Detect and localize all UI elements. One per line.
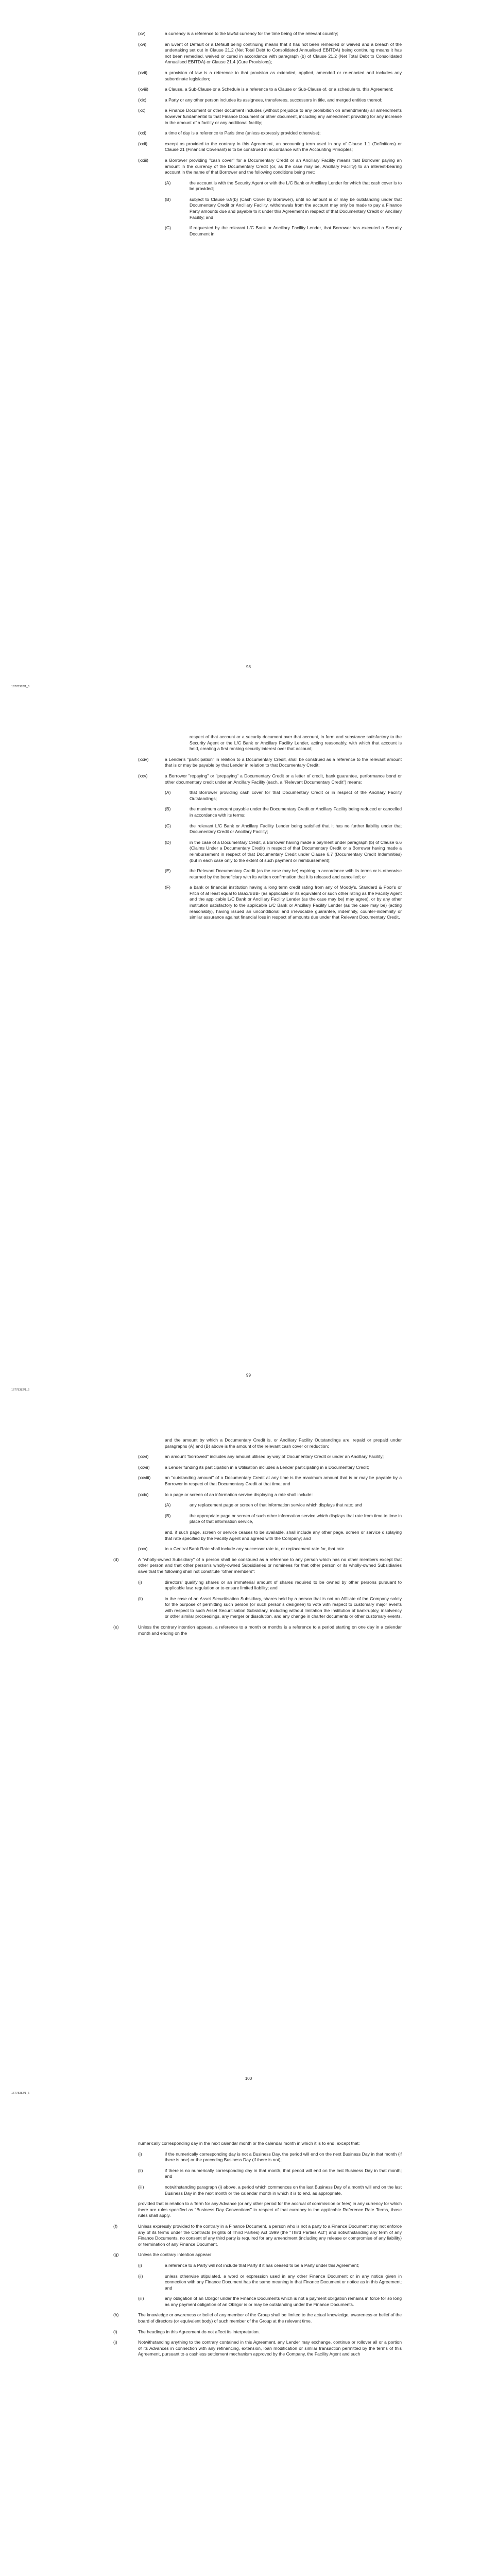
clause-item bbox=[113, 70, 402, 82]
document-page bbox=[0, 1406, 497, 2110]
clause-label: (iii) bbox=[138, 2184, 144, 2190]
clause-text: Notwithstanding anything to the contrary contained in this Agreement, any Lender may exchange, continue or rollover all or a portion of its Advances in connection with any refinancing, extension, loan modification or similar transaction permitted by the terms of this Agreement, pursuant to a cashless settlement mechanism approved by the Company, the Facility Agent and such bbox=[138, 2340, 402, 2357]
clause-label: (xxiii) bbox=[138, 157, 149, 163]
clause-label: (C) bbox=[165, 823, 171, 828]
clause-label: (xxx) bbox=[138, 1546, 148, 1552]
page-number: 98 bbox=[246, 665, 251, 669]
clause-item bbox=[113, 757, 402, 769]
page-body bbox=[113, 2141, 402, 2362]
clause-item bbox=[113, 2224, 402, 2247]
clause-item bbox=[113, 108, 402, 126]
clause-item bbox=[113, 1546, 402, 1552]
clause-text: a Lender funding its participation in a Utilisation includes a Lender participating in a Documentary Credit; bbox=[165, 1464, 369, 1470]
clause-text: numerically corresponding day in the next calendar month or the calendar month in which it is to end, except that: bbox=[138, 2141, 360, 2146]
clause-item bbox=[113, 2274, 402, 2292]
clause-label: (xv) bbox=[138, 31, 146, 36]
clause-item bbox=[113, 806, 402, 818]
clause-item bbox=[113, 158, 402, 176]
clause-text: Unless the contrary intention appears, a reference to a month or months is a reference to a period starting on one day in a calendar month and ending on the bbox=[138, 1624, 402, 1636]
document-page bbox=[0, 0, 497, 703]
clause-text: Unless expressly provided to the contrary in a Finance Document, a person who is not a party to a Finance Document may not enforce any of its terms under the Contracts (Rights of Third Parties) Act 1999 (the "Third Parties Act") and notwithstanding any term of any Finance Documents, no consent of any third party is required for any amendment (including any release or compromise of any liability) or termination of any Finance Document. bbox=[138, 2223, 402, 2247]
clause-label: (i) bbox=[138, 2262, 142, 2268]
clause-text: a bank or financial institution having a long term credit rating from any of Moody's, Standard & Poor's or Fitch of at least equal to Baa3/BBB- (as applicable or its equivalent or such other rating as the Facility Agent and the applicable L/C Bank or Ancillary Facility Lender (as the case may be) may agree), or by any other institution satisfactory to the applicable L/C Bank or Ancillary Facility Lender (as the case may be) (acting reasonably), having issued an unconditional and irrevocable guarantee, indemnity, counter-indemnity or similar assurance against financial loss in respect of amounts due under that Relevant Documentary Credit, bbox=[190, 885, 402, 920]
clause-text: a Borrower providing "cash cover" for a Documentary Credit or an Ancillary Facility means that Borrower paying an amount in the currency of the Documentary Credit (or, as the case may be, Ancillary Facility) to an interest-bearing account in the name of that Borrower and the following conditions being met: bbox=[165, 157, 402, 175]
clause-text: any replacement page or screen of that information service which displays that rate; and bbox=[190, 1502, 362, 1508]
clause-item bbox=[113, 130, 402, 137]
clause-item bbox=[113, 2151, 402, 2163]
clause-item bbox=[113, 1596, 402, 1620]
clause-text: to a Central Bank Rate shall include any successor rate to, or replacement rate for, that rate. bbox=[165, 1546, 346, 1552]
clause-label: (d) bbox=[113, 1556, 119, 1562]
clause-text: if the numerically corresponding day is not a Business Day, the period will end on the next Business Day in that month (if there is one) or the preceding Business Day (if there is not); bbox=[165, 2151, 402, 2163]
page-body bbox=[113, 1437, 402, 1641]
document-page bbox=[0, 2110, 497, 2576]
document-page bbox=[0, 703, 497, 1406]
clause-label: (A) bbox=[165, 790, 171, 795]
clause-text: The knowledge or awareness or belief of any member of the Group shall be limited to the actual knowledge, awareness or belief of the board of directors (or equivalent body) of such member of the Group at the relevant time. bbox=[138, 2312, 402, 2324]
clause-label: (xxvii) bbox=[138, 1464, 150, 1470]
clause-item bbox=[113, 1530, 402, 1541]
clause-label: (ii) bbox=[138, 2167, 143, 2173]
clause-text: unless otherwise stipulated, a word or expression used in any other Finance Document or in any notice given in connection with any Finance Document has the same meaning in that Finance Document or notice as in this Agreement; and bbox=[165, 2273, 402, 2291]
clause-text: in the case of a Documentary Credit, a Borrower having made a payment under paragraph (b) of Clause 6.6 (Claims Under a Documentary Credit) in respect of that Documentary Credit or a Borrower having made a reimbursement in respect of that Documentary Credit under Clause 6.7 (Documentary Credit Indemnities) (but in each case only to the extent of such payment or reimbursement); bbox=[190, 839, 402, 863]
document-reference: 16778382/1_6 bbox=[11, 2092, 30, 2095]
clause-item bbox=[113, 885, 402, 921]
clause-text: an amount "borrowed" includes any amount utilised by way of Documentary Credit or under an Ancillary Facility; bbox=[165, 1454, 384, 1460]
clause-text: a Borrower "repaying" or "prepaying" a Documentary Credit or a letter of credit, bank guarantee, performance bond or other documentary credit under an Ancillary Facility (each, a "Relevant Documentary Credit") means: bbox=[165, 773, 402, 785]
clause-text: a Finance Document or other document includes (without prejudice to any prohibition on amendments) all amendments however fundamental to that Finance Document or other document, including any amendment providing for any increase in the amount of a facility or any additional facility; bbox=[165, 108, 402, 125]
clause-text: an "outstanding amount" of a Documentary Credit at any time is the maximum amount that is or may be payable by a Borrower in respect of that Documentary Credit at that time; and bbox=[165, 1475, 402, 1486]
clause-label: (A) bbox=[165, 180, 171, 185]
clause-label: (j) bbox=[113, 2340, 117, 2345]
clause-text: directors' qualifying shares or an immaterial amount of shares required to be owned by other persons pursuant to applicable law, regulation or to ensure limited liability; and bbox=[165, 1579, 402, 1591]
clause-label: (xviii) bbox=[138, 87, 149, 92]
clause-item bbox=[113, 1492, 402, 1498]
clause-text: in the case of an Asset Securitisation Subsidiary, shares held by a person that is not an Affiliate of the Company solely for the purpose of permitting such person (or such person's designee) to vote with respect to customary major events with respect to such Asset Securitisation Subsidiary, including without limitation the institution of bankruptcy, insolvency or other similar proceedings, any merger or dissolution, and any change in charter documents or other customary events. bbox=[165, 1596, 402, 1619]
clause-text: to a page or screen of an information service displaying a rate shall include: bbox=[165, 1492, 313, 1497]
clause-label: (xxiv) bbox=[138, 756, 149, 762]
clause-text: the Relevant Documentary Credit (as the case may be) expiring in accordance with its terms or is otherwise returned by the beneficiary with its written confirmation that it is released and cancelled; or bbox=[190, 868, 402, 879]
clause-text: Unless the contrary intention appears: bbox=[138, 2252, 213, 2258]
clause-text: and the amount by which a Documentary Credit is, or Ancillary Facility Outstandings are, repaid or prepaid under paragraphs (A) and (B) above is the amount of the relevant cash cover or reduction; bbox=[165, 1437, 402, 1449]
clause-item bbox=[113, 1557, 402, 1575]
clause-item bbox=[113, 1437, 402, 1449]
clause-item bbox=[113, 2340, 402, 2358]
clause-item bbox=[113, 2201, 402, 2219]
clause-text: a provision of law is a reference to that provision as extended, applied, amended or re-enacted and includes any subordinate legislation; bbox=[165, 70, 402, 81]
clause-item bbox=[113, 197, 402, 221]
page-number: 99 bbox=[246, 1373, 251, 1378]
clause-item bbox=[113, 2329, 402, 2335]
page-number: 100 bbox=[245, 2076, 252, 2081]
clause-text: that Borrower providing cash cover for that Documentary Credit or in respect of the Ancillary Facility Outstandings; bbox=[190, 790, 402, 801]
clause-label: (F) bbox=[165, 885, 170, 890]
clause-label: (xxii) bbox=[138, 141, 148, 146]
clause-label: (xxi) bbox=[138, 130, 147, 136]
clause-text: if there is no numerically corresponding day in that month, that period will end on the last Business Day in that month; and bbox=[165, 2167, 402, 2179]
clause-label: (B) bbox=[165, 1513, 171, 1518]
clause-label: (i) bbox=[138, 2151, 142, 2157]
document-reference: 16778382/1_6 bbox=[11, 1388, 30, 1392]
clause-item bbox=[113, 2296, 402, 2308]
clause-item bbox=[113, 2312, 402, 2324]
clause-text: a reference to a Party will not include that Party if it has ceased to be a Party under this Agreement; bbox=[165, 2262, 359, 2268]
clause-label: (A) bbox=[165, 1502, 171, 1508]
clause-label: (h) bbox=[113, 2312, 119, 2318]
clause-label: (D) bbox=[165, 839, 171, 845]
clause-text: a Clause, a Sub-Clause or a Schedule is a reference to a Clause or Sub-Clause of, or a schedule to, this Agreement; bbox=[165, 87, 393, 92]
clause-text: and, if such page, screen or service ceases to be available, shall include any other page, screen or service displaying that rate specified by the Facility Agent and agreed with the Company; and bbox=[165, 1529, 402, 1541]
clause-text: provided that in relation to a Term for any Advance (or any other period for the accrual of commission or fees) in any currency for which there are rules specified as "Business Day Conventions" in respect of that currency in the applicable Reference Rate Terms, those rules shall apply. bbox=[138, 2201, 402, 2218]
clause-item bbox=[113, 1475, 402, 1487]
clause-label: (xxviii) bbox=[138, 1475, 151, 1481]
clause-label: (B) bbox=[165, 806, 171, 812]
clause-text: respect of that account or a security document over that account, in form and substance satisfactory to the Security Agent or the L/C Bank or Ancillary Facility Lender, acting reasonably, with which that account is held, creating a first ranking security interest over that account; bbox=[190, 734, 402, 752]
clause-label: (i) bbox=[138, 1579, 142, 1585]
clause-text: except as provided to the contrary in this Agreement, an accounting term used in any of Clause 1.1 (Definitions) or Clause 21 (Financial Covenant) is to be construed in accordance with the Accounting Principles; bbox=[165, 141, 402, 152]
clause-item bbox=[113, 1580, 402, 1591]
clause-text: the maximum amount payable under the Documentary Credit or Ancillary Facility being reduced or cancelled in accordance with its terms; bbox=[190, 806, 402, 818]
clause-text: a time of day is a reference to Paris time (unless expressly provided otherwise); bbox=[165, 130, 321, 136]
clause-item bbox=[113, 2263, 402, 2269]
clause-text: subject to Clause 6.9(b) (Cash Cover by Borrower), until no amount is or may be outstanding under that Documentary Credit or Ancillary Facility, withdrawals from the account may only be made to pay a Finance Party amounts due and payable to it under this Agreement in respect of that Documentary Credit or Ancillary Facility; and bbox=[190, 196, 402, 220]
clause-text: A "wholly-owned Subsidiary" of a person shall be construed as a reference to any person which has no other members except that other person and that other person's wholly-owned Subsidiaries or nominees for that other person or its wholly-owned Subsidiaries save that the following shall not constitute "other members": bbox=[138, 1556, 402, 1574]
clause-text: the account is with the Security Agent or with the L/C Bank or Ancillary Lender for which that cash cover is to be provided; bbox=[190, 180, 402, 192]
clause-item bbox=[113, 2168, 402, 2180]
clause-item bbox=[113, 180, 402, 192]
clause-label: (xx) bbox=[138, 108, 146, 113]
clause-label: (xvi) bbox=[138, 41, 147, 47]
clause-item bbox=[113, 31, 402, 37]
clause-text: a Party or any other person includes its assignees, transferees, successors in title, and merged entities thereof; bbox=[165, 97, 383, 103]
clause-text: an Event of Default or a Default being continuing means that it has not been remedied or waived and a breach of the undertaking set out in Clause 21.2 (Net Total Debt to Consolidated Annualised EBITDA) being continuing means it has not been remedied, waived or cured in accordance with paragraph (b) of Clause 21.2 (Net Total Debt to Consolidated Annualised EBITDA) or Clause 21.4 (Cure Provisions); bbox=[165, 41, 402, 65]
clause-item bbox=[113, 1454, 402, 1460]
clause-text: the appropriate page or screen of such other information service which displays that rate from time to time in place of that information service, bbox=[190, 1513, 402, 1524]
clause-item bbox=[113, 87, 402, 93]
clause-label: (f) bbox=[113, 2223, 118, 2229]
page-body bbox=[113, 31, 402, 242]
clause-item bbox=[113, 1502, 402, 1509]
clause-label: (xxvi) bbox=[138, 1454, 149, 1460]
clause-item bbox=[113, 823, 402, 835]
clause-item bbox=[113, 2184, 402, 2196]
clause-item bbox=[113, 2252, 402, 2258]
clause-text: The headings in this Agreement do not affect its interpretation. bbox=[138, 2329, 260, 2334]
clause-label: (ii) bbox=[138, 1596, 143, 1601]
clause-item bbox=[113, 97, 402, 104]
clause-label: (ii) bbox=[138, 2273, 143, 2279]
clause-label: (xvii) bbox=[138, 70, 148, 75]
clause-text: if requested by the relevant L/C Bank or Ancillary Facility Lender, that Borrower has executed a Security Document in bbox=[190, 225, 402, 236]
clause-item bbox=[113, 773, 402, 785]
clause-item bbox=[113, 1624, 402, 1636]
clause-label: (B) bbox=[165, 196, 171, 202]
clause-item bbox=[113, 225, 402, 237]
clause-label: (xxv) bbox=[138, 773, 148, 778]
clause-label: (i) bbox=[113, 2329, 117, 2334]
clause-label: (C) bbox=[165, 225, 171, 231]
clause-item bbox=[113, 141, 402, 153]
clause-label: (xix) bbox=[138, 97, 147, 103]
clause-text: the relevant L/C Bank or Ancillary Facility Lender being satisfied that it has no further liability under that Documentary Credit or Ancillary Facility; bbox=[190, 823, 402, 835]
clause-label: (g) bbox=[113, 2252, 119, 2258]
clause-text: notwithstanding paragraph (i) above, a period which commences on the last Business Day of a month will end on the last Business Day in the next month or the calendar month in which it is to end, as appropriate, bbox=[165, 2184, 402, 2196]
clause-item bbox=[113, 42, 402, 65]
clause-item bbox=[113, 790, 402, 802]
clause-item bbox=[113, 2141, 402, 2147]
clause-item bbox=[113, 734, 402, 752]
clause-text: a Lender's "participation" in relation to a Documentary Credit, shall be construed as a reference to the relevant amount that is or may be payable by that Lender in relation to that Documentary Credit; bbox=[165, 756, 402, 768]
clause-label: (e) bbox=[113, 1624, 119, 1630]
document-reference: 16778382/1_6 bbox=[11, 685, 30, 688]
clause-item bbox=[113, 840, 402, 863]
clause-label: (xxix) bbox=[138, 1492, 149, 1497]
clause-text: any obligation of an Obligor under the Finance Documents which is not a payment obligation remains in force for so long as any payment obligation of an Obligor is or may be outstanding under the Finance Documents. bbox=[165, 2296, 402, 2307]
clause-label: (E) bbox=[165, 868, 171, 874]
clause-item bbox=[113, 1465, 402, 1471]
clause-text: a currency is a reference to the lawful currency for the time being of the relevant country; bbox=[165, 31, 338, 36]
page-body bbox=[113, 734, 402, 925]
clause-item bbox=[113, 868, 402, 880]
clause-item bbox=[113, 1513, 402, 1525]
clause-label: (iii) bbox=[138, 2296, 144, 2301]
